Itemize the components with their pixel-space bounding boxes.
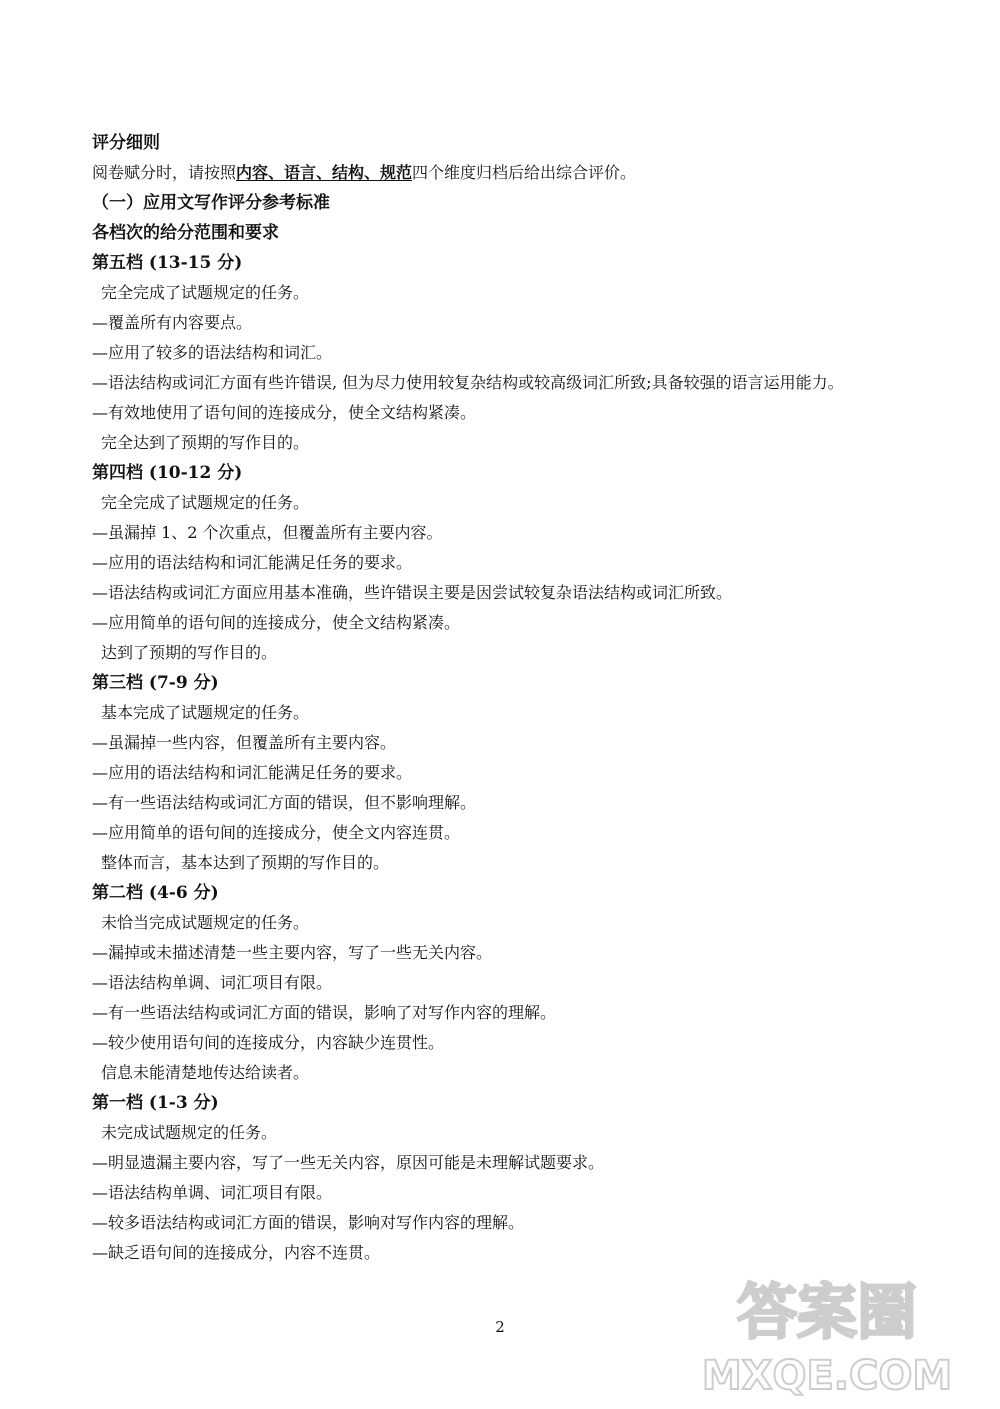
level-2-line: —有一些语法结构或词汇方面的错误，影响了对写作内容的理解。 xyxy=(92,1003,557,1022)
intro-keywords: 内容、语言、结构、规范 xyxy=(236,163,413,182)
level-5-line: 完全达到了预期的写作目的。 xyxy=(101,433,310,452)
watermark-text-cn: 答案圈 xyxy=(737,1278,917,1348)
watermark-logo xyxy=(662,1271,992,1401)
level-4-line: —应用简单的语句间的连接成分，使全文结构紧凑。 xyxy=(92,613,461,632)
intro-paragraph xyxy=(92,158,932,188)
section-title: （一）应用文写作评分参考标准 xyxy=(92,193,330,213)
intro-suffix: 四个维度归档后给出综合评价。 xyxy=(412,163,637,182)
level-5-line: —有效地使用了语句间的连接成分，使全文结构紧凑。 xyxy=(92,403,477,422)
level-4-line: —虽漏掉 1、2 个次重点，但覆盖所有主要内容。 xyxy=(92,523,443,542)
level-3-line: 整体而言，基本达到了预期的写作目的。 xyxy=(101,853,390,872)
level-1-line: —较多语法结构或词汇方面的错误，影响对写作内容的理解。 xyxy=(92,1213,525,1232)
level-1-line: —明显遗漏主要内容，写了一些无关内容，原因可能是未理解试题要求。 xyxy=(92,1153,605,1172)
page-number: 2 xyxy=(495,1318,505,1336)
rubric-content xyxy=(92,128,932,1268)
level-2-line: —漏掉或未描述清楚一些主要内容，写了一些无关内容。 xyxy=(92,943,493,962)
level-4-line: —语法结构或词汇方面应用基本准确，些许错误主要是因尝试较复杂语法结构或词汇所致。 xyxy=(92,583,733,602)
level-2-line: 未恰当完成试题规定的任务。 xyxy=(101,913,310,932)
level-2-heading: 第二档 (4-6 分) xyxy=(92,883,219,903)
level-3-line: —应用简单的语句间的连接成分，使全文内容连贯。 xyxy=(92,823,461,842)
level-3-line: —有一些语法结构或词汇方面的错误，但不影响理解。 xyxy=(92,793,477,812)
level-5-line: —应用了较多的语法结构和词汇。 xyxy=(92,343,333,362)
page-title: 评分细则 xyxy=(92,133,160,153)
level-1-line: 未完成试题规定的任务。 xyxy=(101,1123,278,1142)
level-5-heading: 第五档 (13-15 分) xyxy=(92,253,243,273)
level-3-line: —虽漏掉一些内容，但覆盖所有主要内容。 xyxy=(92,733,397,752)
level-4-line: —应用的语法结构和词汇能满足任务的要求。 xyxy=(92,553,413,572)
level-4-heading: 第四档 (10-12 分) xyxy=(92,463,243,483)
level-4-line: 达到了预期的写作目的。 xyxy=(101,643,278,662)
level-3-line: 基本完成了试题规定的任务。 xyxy=(101,703,310,722)
intro-prefix: 阅卷赋分时，请按照 xyxy=(92,163,237,182)
watermark-text-en: MXQE.COM xyxy=(701,1353,953,1399)
level-3-line: —应用的语法结构和词汇能满足任务的要求。 xyxy=(92,763,413,782)
subsection-title: 各档次的给分范围和要求 xyxy=(92,223,279,243)
level-5-line: —覆盖所有内容要点。 xyxy=(92,313,253,332)
level-1-line: —语法结构单调、词汇项目有限。 xyxy=(92,1183,333,1202)
level-3-heading: 第三档 (7-9 分) xyxy=(92,673,219,693)
level-2-line: 信息未能清楚地传达给读者。 xyxy=(101,1063,310,1082)
level-1-line: —缺乏语句间的连接成分，内容不连贯。 xyxy=(92,1243,381,1262)
level-5-line: —语法结构或词汇方面有些许错误, 但为尽力使用较复杂结构或较高级词汇所致;具备较强的语言运用能力。 xyxy=(92,373,844,392)
level-2-line: —较少使用语句间的连接成分，内容缺少连贯性。 xyxy=(92,1033,445,1052)
level-2-line: —语法结构单调、词汇项目有限。 xyxy=(92,973,333,992)
level-5-line: 完全完成了试题规定的任务。 xyxy=(101,283,310,302)
level-4-line: 完全完成了试题规定的任务。 xyxy=(101,493,310,512)
level-1-heading: 第一档 (1-3 分) xyxy=(92,1093,219,1113)
